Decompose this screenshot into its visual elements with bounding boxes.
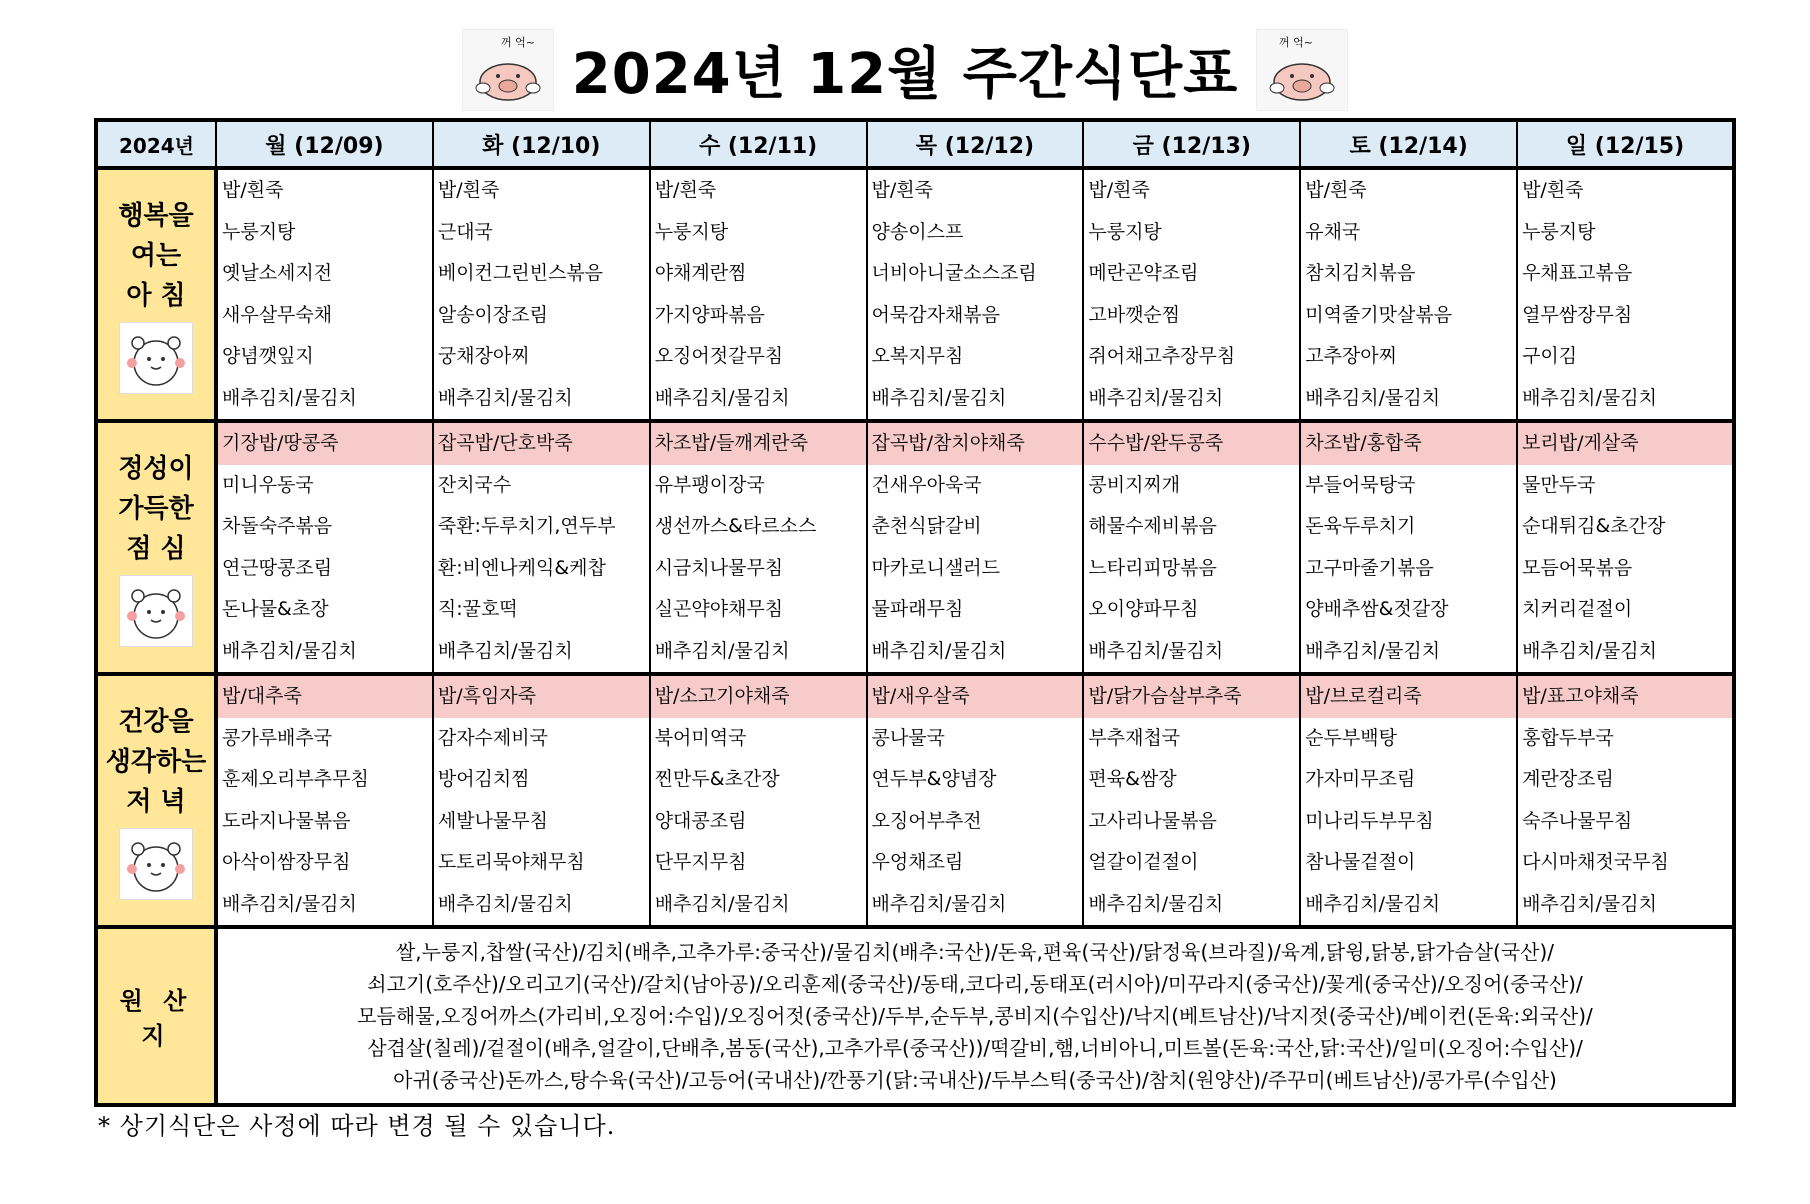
meal-label-line: 저 녁 — [126, 786, 186, 817]
menu-item: 죽환:두루치기,연두부 — [437, 515, 616, 537]
origin-line: 쇠고기(호주산)/오리고기(국산)/갈치(남아공)/오리훈제(중국산)/동태,코다리,동태포(러시아)/미꾸라지(중국산)/꽃게(중국산)/오징어(중국산)/ — [367, 972, 1583, 996]
meal-label-line: 여는 — [130, 240, 182, 271]
menu-item: 밥/닭가슴살부추죽 — [1084, 676, 1299, 718]
menu-item: 물파래무침 — [871, 598, 964, 620]
menu-item: 양송이스프 — [871, 220, 964, 243]
day-cell — [867, 674, 1084, 927]
day-cell — [650, 168, 867, 421]
menu-item: 배추김치/물김치 — [222, 639, 357, 662]
menu-item: 배추김치/물김치 — [871, 892, 1007, 915]
menu-item: 느타리피망볶음 — [1088, 556, 1217, 579]
menu-item: 미역줄기맛살볶음 — [1305, 303, 1453, 326]
menu-item: 궁채장아찌 — [437, 345, 530, 367]
pig-mascot-icon — [1256, 29, 1348, 111]
menu-item: 잡곡밥/참치야채죽 — [868, 423, 1083, 465]
origin-line: 삼겹살(칠레)/겉절이(배추,얼갈이,단배추,봄동(국산),고추가루(중국산))/떡갈비,햄,너비아니,미트볼(돈육:국산,닭:국산)/일미(오징어:수입산)/ — [367, 1036, 1583, 1060]
meal-label-line: 생각하는 — [105, 746, 207, 777]
title-row — [0, 28, 1810, 112]
menu-item: 배추김치/물김치 — [1088, 639, 1224, 662]
header-day: 토 (12/14) — [1300, 120, 1517, 168]
header-day: 일 (12/15) — [1517, 120, 1734, 168]
origin-line: 모듬해물,오징어까스(가리비,오징어:수입)/오징어젓(중국산)/두부,순두부,콩비지(수입산)/낙지(베트남산)/낙지젓(중국산)/베이컨(돈육:외국산)/ — [357, 1004, 1593, 1028]
menu-item: 미나리두부무침 — [1305, 809, 1434, 832]
header-day: 화 (12/10) — [433, 120, 650, 168]
menu-item: 쥐어채고추장무침 — [1088, 345, 1236, 367]
menu-item: 세발나물무침 — [437, 809, 548, 832]
menu-item: 순두부백탕 — [1305, 726, 1397, 749]
header-day: 목 (12/12) — [867, 120, 1084, 168]
menu-item: 배추김치/물김치 — [1088, 386, 1224, 409]
menu-item: 배추김치/물김치 — [437, 386, 573, 409]
menu-item: 돈육두루치기 — [1305, 515, 1416, 537]
menu-item: 알송이장조림 — [437, 303, 548, 326]
menu-item: 북어미역국 — [654, 726, 747, 749]
menu-item: 보리밥/게살죽 — [1518, 423, 1732, 465]
menu-item: 베이컨그린빈스볶음 — [437, 262, 604, 284]
header-row — [96, 120, 1734, 168]
menu-item: 새우살무숙채 — [222, 303, 333, 326]
menu-item: 배추김치/물김치 — [871, 639, 1007, 662]
origin-row — [96, 927, 1734, 1105]
menu-item: 찐만두&초간장 — [654, 768, 780, 790]
day-cell — [1083, 168, 1300, 421]
origin-line: 쌀,누룽지,찹쌀(국산)/김치(배추,고추가루:중국산)/물김치(배추:국산)/돈육,편육(국산)/닭정육(브라질)/육계,닭윙,닭봉,닭가슴살(국산)/ — [395, 940, 1555, 964]
menu-item: 밥/표고야채죽 — [1518, 676, 1732, 718]
menu-item: 배추김치/물김치 — [222, 386, 357, 409]
bear-mascot-icon — [119, 575, 193, 647]
menu-item: 콩비지찌개 — [1088, 473, 1181, 496]
menu-item: 기장밥/땅콩죽 — [218, 423, 432, 465]
menu-item: 잔치국수 — [437, 473, 512, 496]
origin-text — [216, 927, 1734, 1105]
menu-item: 숙주나물무침 — [1522, 809, 1633, 832]
day-cell — [1300, 168, 1517, 421]
menu-item: 배추김치/물김치 — [654, 386, 790, 409]
day-cell — [1083, 674, 1300, 927]
pig-mascot-icon — [462, 29, 554, 111]
day-cell — [216, 168, 433, 421]
footnote: * 상기식단은 사정에 따라 변경 될 수 있습니다. — [98, 1112, 616, 1140]
meal-label — [96, 674, 216, 927]
menu-item: 도토리묵야채무침 — [437, 851, 585, 873]
menu-item: 실곤약야채무침 — [654, 598, 784, 620]
menu-item: 건새우아욱국 — [871, 473, 982, 496]
menu-item: 연근땅콩조림 — [222, 556, 333, 579]
menu-item: 부추재첩국 — [1088, 726, 1181, 749]
menu-item: 순대튀김&초간장 — [1522, 515, 1666, 537]
day-cell — [1517, 674, 1734, 927]
meal-label — [96, 421, 216, 674]
menu-item: 홍합두부국 — [1522, 726, 1614, 749]
menu-item: 배추김치/물김치 — [871, 386, 1007, 409]
menu-item: 참치김치볶음 — [1305, 262, 1416, 284]
menu-item: 배추김치/물김치 — [1522, 639, 1657, 662]
day-cell — [650, 674, 867, 927]
menu-item: 우엉채조림 — [871, 851, 964, 873]
menu-item: 치커리겉절이 — [1522, 598, 1633, 620]
day-cell — [433, 168, 650, 421]
menu-item: 배추김치/물김치 — [437, 639, 573, 662]
menu-item: 열무쌈장무침 — [1522, 303, 1633, 326]
meal-label-line: 점 심 — [126, 533, 186, 564]
menu-item: 편육&쌈장 — [1088, 768, 1177, 790]
menu-item: 오복지무침 — [871, 345, 964, 367]
menu-item: 누룽지탕 — [1522, 220, 1596, 243]
day-cell — [216, 421, 433, 674]
menu-item: 구이김 — [1522, 345, 1578, 367]
meal-row — [96, 168, 1734, 421]
menu-item: 밥/흑임자죽 — [434, 676, 649, 718]
menu-item: 가자미무조림 — [1305, 768, 1416, 790]
menu-item: 근대국 — [437, 220, 493, 243]
menu-item: 배추김치/물김치 — [654, 639, 790, 662]
menu-item: 해물수제비볶음 — [1088, 515, 1217, 537]
meal-row — [96, 421, 1734, 674]
menu-item: 미니우동국 — [222, 473, 314, 496]
menu-item: 춘천식닭갈비 — [871, 515, 982, 537]
menu-item: 차조밥/들깨계란죽 — [651, 423, 866, 465]
menu-item: 시금치나물무침 — [654, 556, 784, 579]
menu-item: 밥/흰죽 — [871, 179, 933, 201]
menu-item: 오징어젓갈무침 — [654, 345, 784, 367]
menu-item: 다시마채젓국무침 — [1522, 851, 1669, 873]
menu-item: 생선까스&타르소스 — [654, 515, 817, 537]
menu-item: 누룽지탕 — [654, 220, 729, 243]
menu-item: 배추김치/물김치 — [1305, 639, 1441, 662]
menu-item: 옛날소세지전 — [222, 262, 333, 284]
menu-item: 누룽지탕 — [1088, 220, 1162, 243]
menu-item: 도라지나물볶음 — [222, 809, 351, 832]
menu-item: 메란곤약조림 — [1088, 262, 1199, 284]
header-year: 2024년 — [96, 120, 216, 168]
meal-label — [96, 168, 216, 421]
day-cell — [1083, 421, 1300, 674]
day-cell — [433, 674, 650, 927]
menu-item: 잡곡밥/단호박죽 — [434, 423, 649, 465]
menu-item: 훈제오리부추무침 — [222, 768, 369, 790]
menu-item: 배추김치/물김치 — [1305, 386, 1441, 409]
bear-mascot-icon — [119, 322, 193, 394]
header-day: 금 (12/13) — [1083, 120, 1300, 168]
menu-item: 감자수제비국 — [437, 726, 548, 749]
menu-item: 밥/소고기야채죽 — [651, 676, 866, 718]
day-cell — [1517, 168, 1734, 421]
menu-item: 밥/새우살죽 — [868, 676, 1083, 718]
menu-item: 참나물겉절이 — [1305, 851, 1416, 873]
menu-item: 우채표고볶음 — [1522, 262, 1633, 284]
menu-item: 방어김치찜 — [437, 768, 530, 790]
menu-item: 아삭이쌈장무침 — [222, 851, 351, 873]
menu-item: 부들어묵탕국 — [1305, 473, 1416, 496]
meal-row — [96, 674, 1734, 927]
day-cell — [867, 421, 1084, 674]
menu-table — [94, 118, 1736, 1107]
menu-item: 돈나물&초장 — [222, 598, 329, 620]
mascot-caption-left: 꺼 억~ — [500, 36, 535, 49]
meal-label-line: 정성이 — [118, 453, 194, 484]
menu-item: 고바깻순찜 — [1088, 303, 1181, 326]
day-cell — [1300, 421, 1517, 674]
menu-item: 계란장조림 — [1522, 768, 1614, 790]
menu-item: 연두부&양념장 — [871, 768, 997, 790]
menu-item: 차조밥/홍합죽 — [1301, 423, 1516, 465]
menu-item: 배추김치/물김치 — [1522, 386, 1657, 409]
menu-item: 누룽지탕 — [222, 220, 296, 243]
menu-item: 모듬어묵볶음 — [1522, 556, 1633, 579]
menu-item: 밥/브로컬리죽 — [1301, 676, 1516, 718]
menu-item: 어묵감자채볶음 — [871, 303, 1001, 326]
menu-item: 양배추쌈&젓갈장 — [1305, 598, 1449, 620]
menu-item: 밥/흰죽 — [437, 179, 500, 201]
menu-item: 배추김치/물김치 — [437, 892, 573, 915]
origin-line: 아귀(중국산)돈까스,탕수육(국산)/고등어(국내산)/깐풍기(닭:국내산)/두부스틱(중국산)/참치(원양산)/주꾸미(베트남산)/콩가루(수입산) — [393, 1068, 1557, 1092]
mascot-caption-right: 꺼 억~ — [1279, 36, 1314, 49]
meal-label-line: 아 침 — [126, 280, 186, 311]
menu-item: 유채국 — [1305, 220, 1361, 243]
day-cell — [650, 421, 867, 674]
day-cell — [433, 421, 650, 674]
menu-item: 고사리나물볶음 — [1088, 809, 1217, 832]
bear-mascot-icon — [119, 828, 193, 900]
page-title: 2024년 12월 주간식단표 — [571, 42, 1239, 107]
menu-item: 환:비엔나케익&케찹 — [437, 556, 606, 579]
menu-item: 배추김치/물김치 — [222, 892, 357, 915]
menu-item: 차돌숙주볶음 — [222, 515, 333, 537]
menu-item: 가지양파볶음 — [654, 303, 765, 326]
menu-item: 밥/흰죽 — [222, 179, 284, 201]
meal-label-line: 행복을 — [118, 200, 194, 231]
menu-item: 배추김치/물김치 — [1305, 892, 1441, 915]
menu-item: 야채계란찜 — [654, 262, 747, 284]
menu-item: 배추김치/물김치 — [1088, 892, 1224, 915]
day-cell — [1300, 674, 1517, 927]
day-cell — [867, 168, 1084, 421]
menu-item: 물만두국 — [1522, 473, 1596, 496]
menu-item: 오이양파무침 — [1088, 598, 1199, 620]
menu-item: 밥/흰죽 — [654, 179, 717, 201]
origin-label: 원 산 지 — [96, 927, 216, 1105]
day-cell — [1517, 421, 1734, 674]
menu-item: 밥/대추죽 — [218, 676, 432, 718]
meal-label-line: 가득한 — [118, 493, 194, 524]
menu-item: 콩나물국 — [871, 726, 945, 749]
menu-item: 배추김치/물김치 — [1522, 892, 1657, 915]
menu-item: 마카로니샐러드 — [871, 556, 1001, 579]
meal-label-line: 건강을 — [118, 706, 194, 737]
menu-item: 수수밥/완두콩죽 — [1084, 423, 1299, 465]
menu-item: 단무지무침 — [654, 851, 747, 873]
header-day: 월 (12/09) — [216, 120, 433, 168]
menu-item: 얼갈이겉절이 — [1088, 851, 1199, 873]
menu-item: 양대콩조림 — [654, 809, 747, 832]
menu-item: 오징어부추전 — [871, 809, 982, 832]
day-cell — [216, 674, 433, 927]
menu-item: 양념깻잎지 — [222, 345, 314, 367]
menu-item: 배추김치/물김치 — [654, 892, 790, 915]
menu-item: 콩가루배추국 — [222, 726, 333, 749]
menu-item: 너비아니굴소스조림 — [871, 262, 1037, 284]
menu-item: 고구마줄기볶음 — [1305, 556, 1434, 579]
menu-item: 밥/흰죽 — [1088, 179, 1150, 201]
menu-item: 밥/흰죽 — [1305, 179, 1367, 201]
menu-item: 밥/흰죽 — [1522, 179, 1584, 201]
menu-item: 유부팽이장국 — [654, 473, 765, 496]
menu-item: 고추장아찌 — [1305, 345, 1397, 367]
menu-item: 직:꿀호떡 — [437, 598, 518, 620]
header-day: 수 (12/11) — [650, 120, 867, 168]
